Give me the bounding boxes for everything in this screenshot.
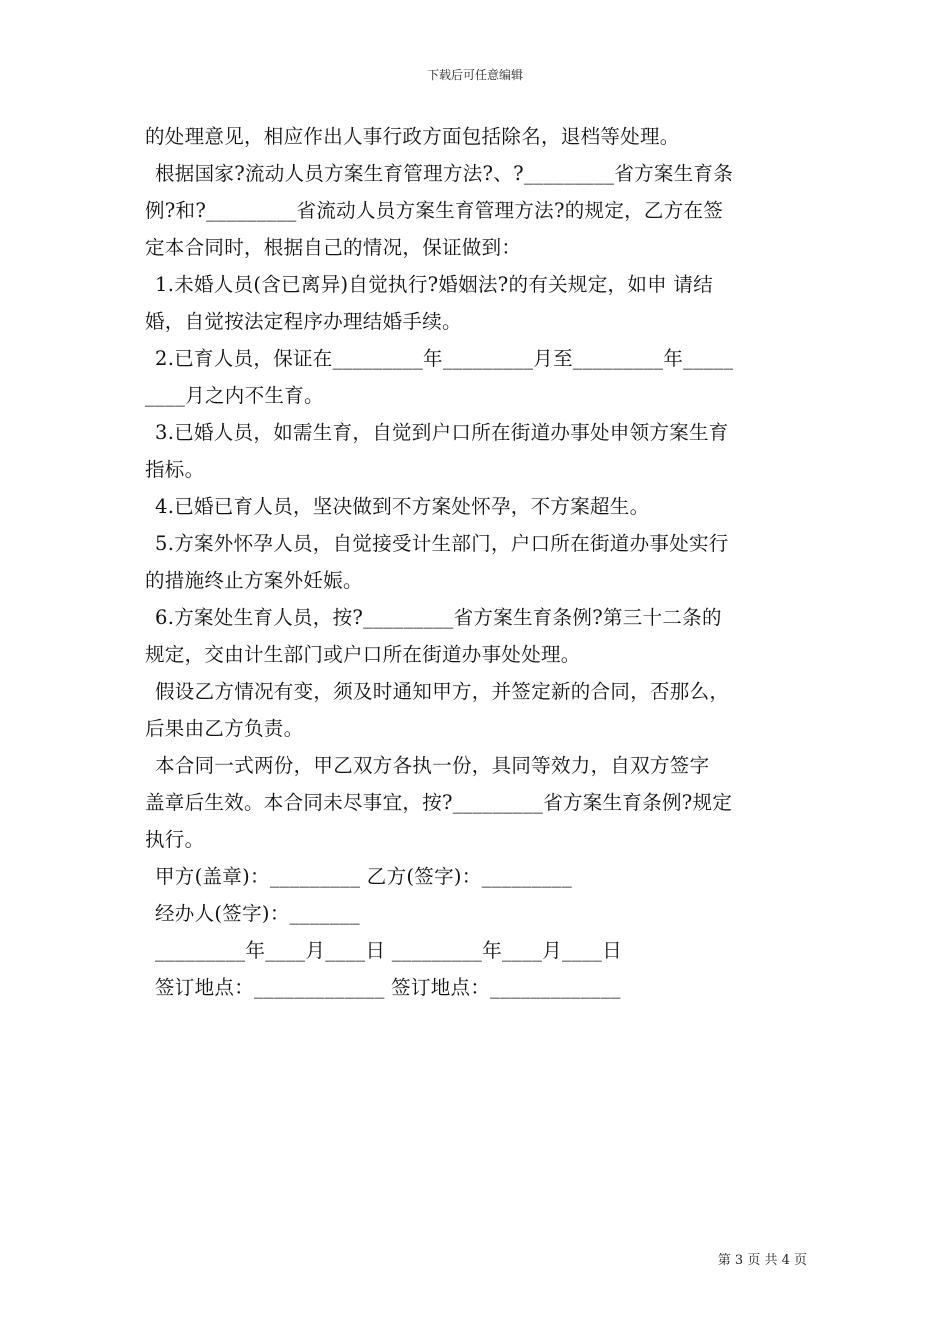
body-line: 定本合同时，根据自己的情况，保证做到： <box>145 236 522 259</box>
page-header: 下载后可任意编辑 <box>426 68 523 82</box>
page-number: 第 3 页 共 4 页 <box>717 1253 807 1268</box>
body-line: 规定，交由计生部门或户口所在街道办事处处理。 <box>145 643 581 666</box>
body-line: ____月之内不生育。 <box>145 384 324 407</box>
body-line: 2.已育人员，保证在_________年_________月至_________年_____ <box>155 347 734 370</box>
body-line: 1.未婚人员(含已离异)自觉执行?婚姻法?的有关规定，如申 请结 <box>155 273 714 296</box>
body-line: 本合同一式两份，甲乙双方各执一份，具同等效力，自双方签字 <box>155 754 710 777</box>
body-line: 的措施终止方案外妊娠。 <box>145 569 363 592</box>
document-body <box>145 118 810 1006</box>
body-line: 执行。 <box>145 828 205 851</box>
body-line: 后果由乙方负责。 <box>145 717 304 740</box>
body-line: 3.已婚人员，如需生育，自觉到户口所在街道办事处申领方案生育 <box>155 421 729 444</box>
body-line: 6.方案处生育人员，按?_________省方案生育条例?第三十二条的 <box>155 606 722 629</box>
body-line: 婚，自觉按法定程序办理结婚手续。 <box>145 310 462 333</box>
body-line: 的处理意见，相应作出人事行政方面包括除名，退档等处理。 <box>145 125 680 148</box>
body-line: 5.方案外怀孕人员，自觉接受计生部门，户口所在街道办事处实行 <box>155 532 729 555</box>
signature-line-agent: 经办人(签字)：_______ <box>155 902 360 925</box>
body-line: 指标。 <box>145 458 205 481</box>
signature-line-places: 签订地点：_____________ 签订地点：_____________ <box>155 976 621 999</box>
body-line: 盖章后生效。本合同未尽事宜，按?_________省方案生育条例?规定 <box>145 791 733 814</box>
body-line: 4.已婚已育人员，坚决做到不方案处怀孕，不方案超生。 <box>155 495 650 518</box>
signature-line-parties: 甲方(盖章)：_________ 乙方(签字)：_________ <box>155 865 573 888</box>
body-line: 例?和?_________省流动人员方案生育管理方法?的规定，乙方在签 <box>145 199 724 222</box>
body-line: 根据国家?流动人员方案生育管理方法?、?_________省方案生育条 <box>155 162 734 185</box>
signature-line-dates: _________年____月____日 _________年____月____日 <box>155 939 622 962</box>
body-line: 假设乙方情况有变，须及时通知甲方，并签定新的合同，否那么， <box>155 680 730 703</box>
